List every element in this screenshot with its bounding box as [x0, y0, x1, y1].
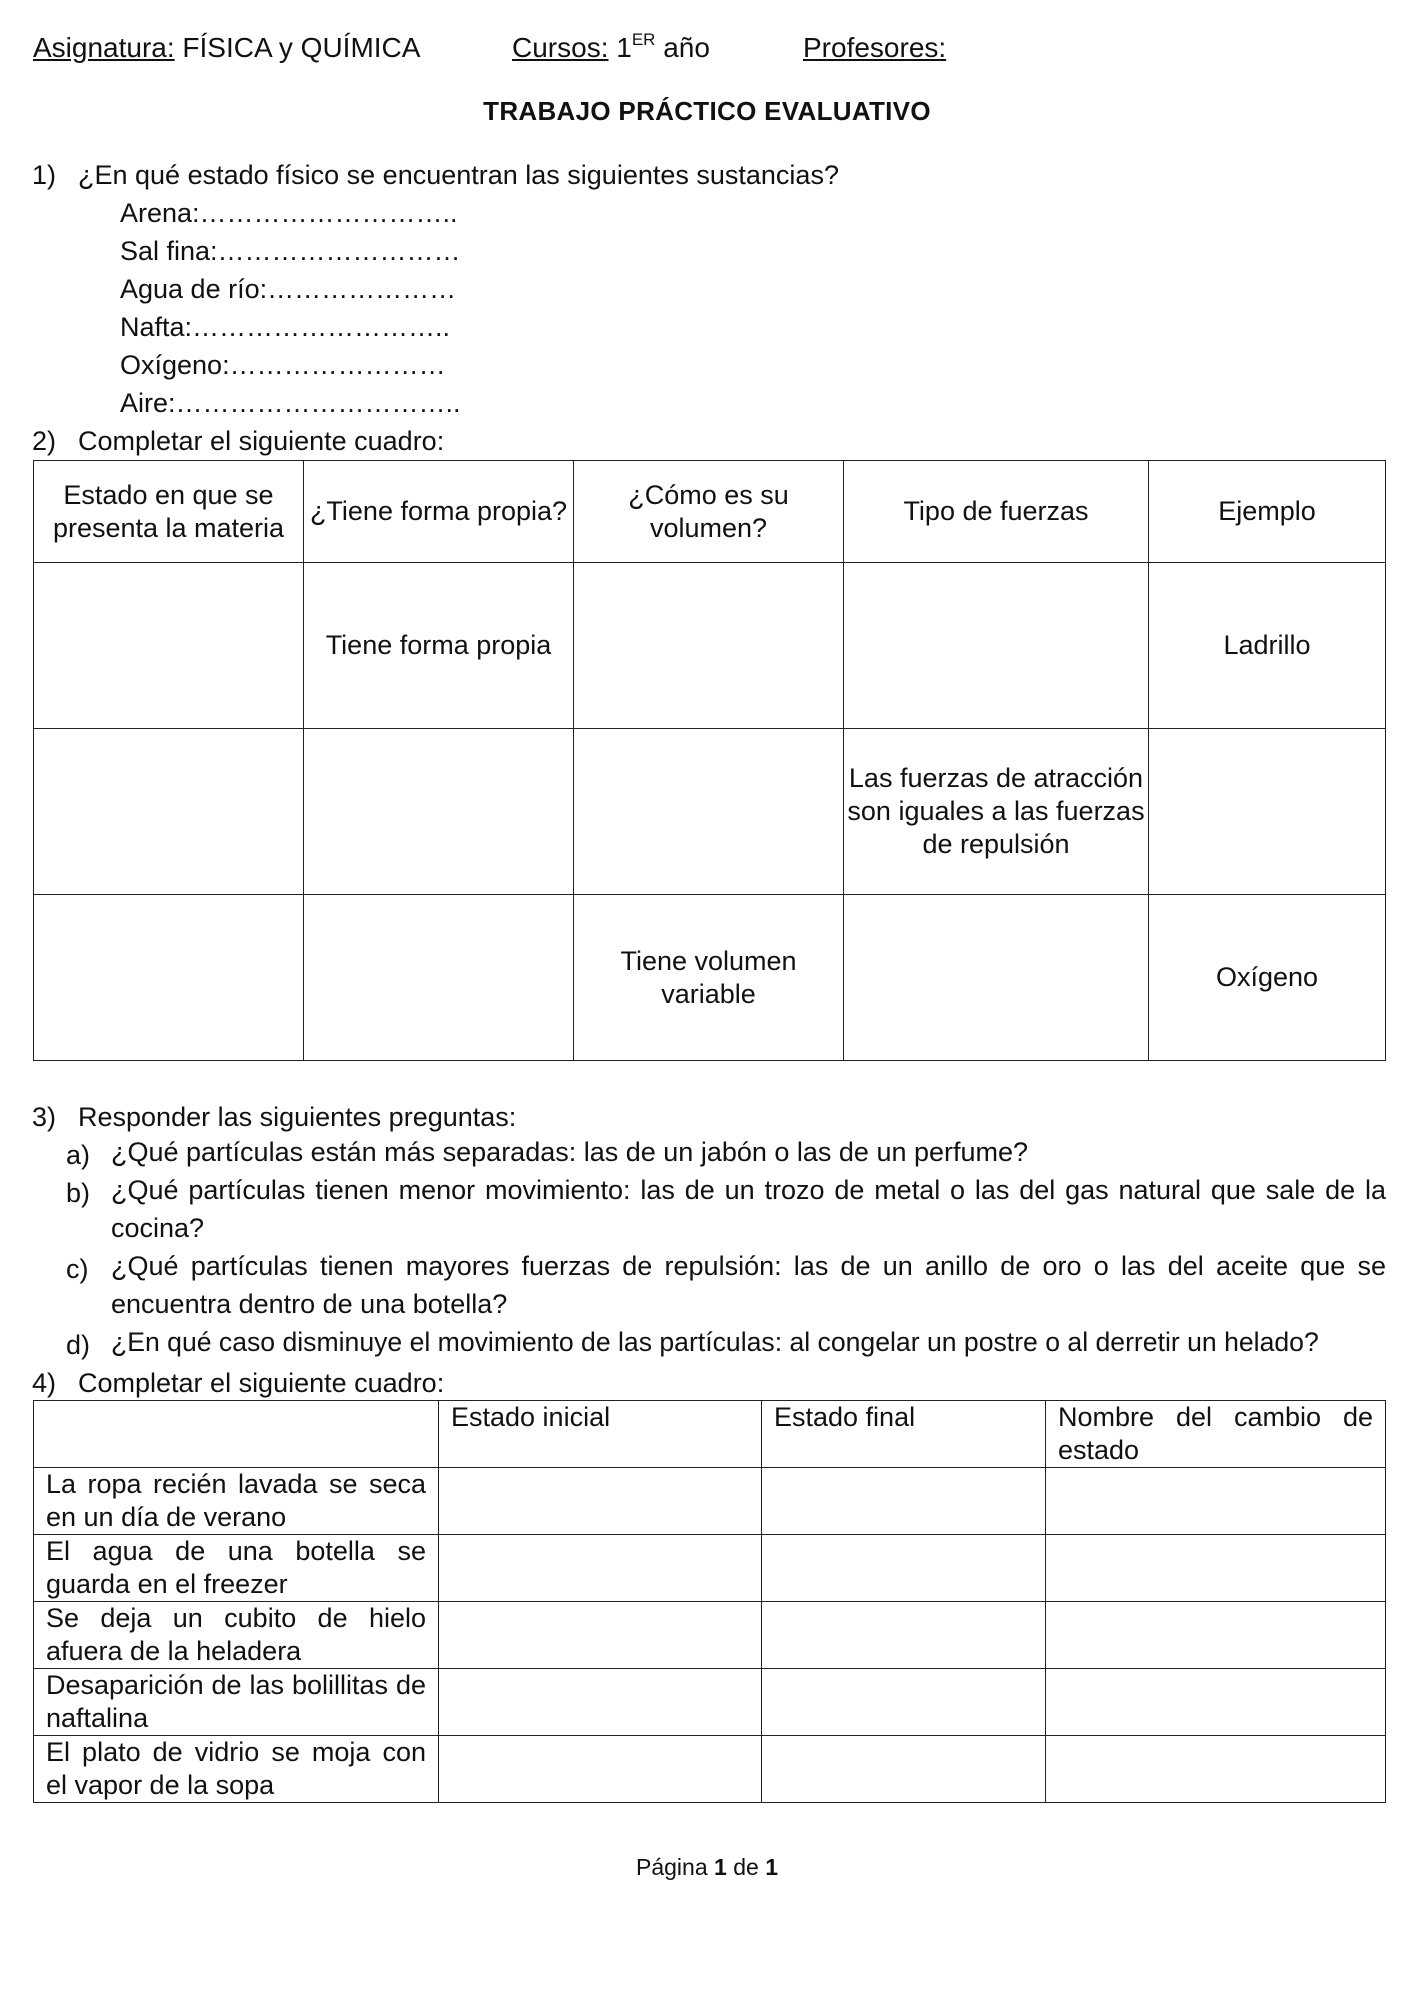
table-row [34, 563, 1386, 729]
q3-item-text: ¿Qué partículas están más separadas: las de un jabón o las de un perfume? [111, 1137, 1029, 1167]
answer-cell[interactable] [439, 1736, 762, 1803]
situation-cell: El plato de vidrio se moja con el vapor de la sopa [34, 1736, 439, 1803]
states-header-cell: Ejemplo [1149, 461, 1386, 563]
page-title: TRABAJO PRÁCTICO EVALUATIVO [483, 96, 931, 126]
table-row [34, 1535, 1386, 1602]
teachers-label: Profesores: [803, 32, 947, 63]
answer-cell[interactable] [439, 1669, 762, 1736]
answer-cell[interactable] [844, 895, 1149, 1061]
states-header-cell: ¿Cómo es su volumen? [574, 461, 844, 563]
q3-item-letter: b) [66, 1178, 91, 1208]
changes-header-cell [34, 1401, 439, 1468]
teachers-field [803, 32, 946, 64]
table-row [34, 895, 1386, 1061]
q3-item-text: ¿Qué partículas tienen mayores fuerzas de repulsión: las de un anillo de oro o las del aceite que se encuentra dentro de una botella? [111, 1251, 1386, 1319]
states-header-cell: ¿Tiene forma propia? [304, 461, 574, 563]
answer-cell[interactable] [844, 563, 1149, 729]
q3-item-letter: d) [66, 1330, 91, 1360]
answer-cell[interactable] [439, 1602, 762, 1669]
situation-cell: El agua de una botella se guarda en el freezer [34, 1535, 439, 1602]
changes-header-cell: Nombre del cambio de estado [1046, 1401, 1386, 1468]
answer-cell[interactable]: Ladrillo [1149, 563, 1386, 729]
q1-item: Agua de río:………………… [120, 274, 457, 304]
states-table-header-row [34, 461, 1386, 563]
answer-cell[interactable] [304, 729, 574, 895]
footer-of-word: de [733, 1854, 759, 1880]
q3-item-text: ¿En qué caso disminuye el movimiento de las partículas: al congelar un postre o al derretir un helado? [111, 1327, 1319, 1357]
q1-prompt: ¿En qué estado físico se encuentran las siguientes sustancias? [78, 160, 839, 190]
answer-cell[interactable] [1046, 1669, 1386, 1736]
answer-cell[interactable] [1149, 729, 1386, 895]
q3-prompt: Responder las siguientes preguntas: [78, 1102, 517, 1132]
answer-cell[interactable] [762, 1535, 1046, 1602]
answer-cell[interactable]: Tiene volumen variable [574, 895, 844, 1061]
answer-cell[interactable] [574, 729, 844, 895]
table-row [34, 1602, 1386, 1669]
answer-cell[interactable] [304, 895, 574, 1061]
changes-header-cell: Estado inicial [439, 1401, 762, 1468]
course-value-rest: año [663, 32, 710, 63]
footer-page-word: Página [636, 1854, 708, 1880]
states-header-cell: Estado en que se presenta la materia [34, 461, 304, 563]
q1-item: Arena:……………………….. [120, 198, 458, 228]
subject-field [33, 32, 420, 64]
situation-cell: Desaparición de las bolillitas de naftalina [34, 1669, 439, 1736]
answer-cell[interactable] [1046, 1602, 1386, 1669]
situation-cell: Se deja un cubito de hielo afuera de la heladera [34, 1602, 439, 1669]
state-changes-table [33, 1400, 1386, 1803]
states-table [33, 460, 1386, 1061]
page-footer [0, 1854, 1414, 1881]
footer-current-page: 1 [714, 1854, 727, 1880]
table-row [34, 1468, 1386, 1535]
answer-cell[interactable] [34, 729, 304, 895]
answer-cell[interactable] [762, 1468, 1046, 1535]
q4-prompt: Completar el siguiente cuadro: [78, 1368, 445, 1398]
q1-item: Nafta:……………………….. [120, 312, 451, 342]
q4-number: 4) [32, 1368, 57, 1398]
q1-number: 1) [32, 160, 57, 190]
answer-cell[interactable] [762, 1602, 1046, 1669]
table-row [34, 1736, 1386, 1803]
answer-cell[interactable] [762, 1736, 1046, 1803]
footer-total-pages: 1 [765, 1854, 778, 1880]
q1-item: Aire:………………………….. [120, 388, 461, 418]
answer-cell[interactable]: Tiene forma propia [304, 563, 574, 729]
subject-value: FÍSICA y QUÍMICA [182, 32, 421, 63]
q2-number: 2) [32, 426, 57, 456]
q1-item: Sal fina:……………………… [120, 236, 461, 266]
answer-cell[interactable] [762, 1669, 1046, 1736]
q3-item-text: ¿Qué partículas tienen menor movimiento: las de un trozo de metal o las del gas natural que sale de la cocina? [111, 1175, 1386, 1243]
table-row [34, 729, 1386, 895]
answer-cell[interactable] [574, 563, 844, 729]
states-header-cell: Tipo de fuerzas [844, 461, 1149, 563]
course-label: Cursos: [512, 32, 609, 63]
situation-cell: La ropa recién lavada se seca en un día de verano [34, 1468, 439, 1535]
table-row [34, 1669, 1386, 1736]
course-field [512, 32, 710, 64]
q3-item-letter: c) [66, 1254, 89, 1284]
answer-cell[interactable]: Las fuerzas de atracción son iguales a las fuerzas de repulsión [844, 729, 1149, 895]
answer-cell[interactable] [1046, 1535, 1386, 1602]
changes-header-cell: Estado final [762, 1401, 1046, 1468]
q3-item-letter: a) [66, 1140, 91, 1170]
subject-label: Asignatura: [33, 32, 175, 63]
answer-cell[interactable] [1046, 1468, 1386, 1535]
q1-item: Oxígeno:…………………… [120, 350, 446, 380]
q3-number: 3) [32, 1102, 57, 1132]
answer-cell[interactable] [439, 1468, 762, 1535]
state-changes-header-row [34, 1401, 1386, 1468]
q2-prompt: Completar el siguiente cuadro: [78, 426, 445, 456]
answer-cell[interactable] [1046, 1736, 1386, 1803]
answer-cell[interactable] [34, 563, 304, 729]
answer-cell[interactable] [34, 895, 304, 1061]
answer-cell[interactable] [439, 1535, 762, 1602]
answer-cell[interactable]: Oxígeno [1149, 895, 1386, 1061]
course-value-sup: ER [631, 30, 656, 49]
course-value-num: 1 [616, 32, 632, 63]
